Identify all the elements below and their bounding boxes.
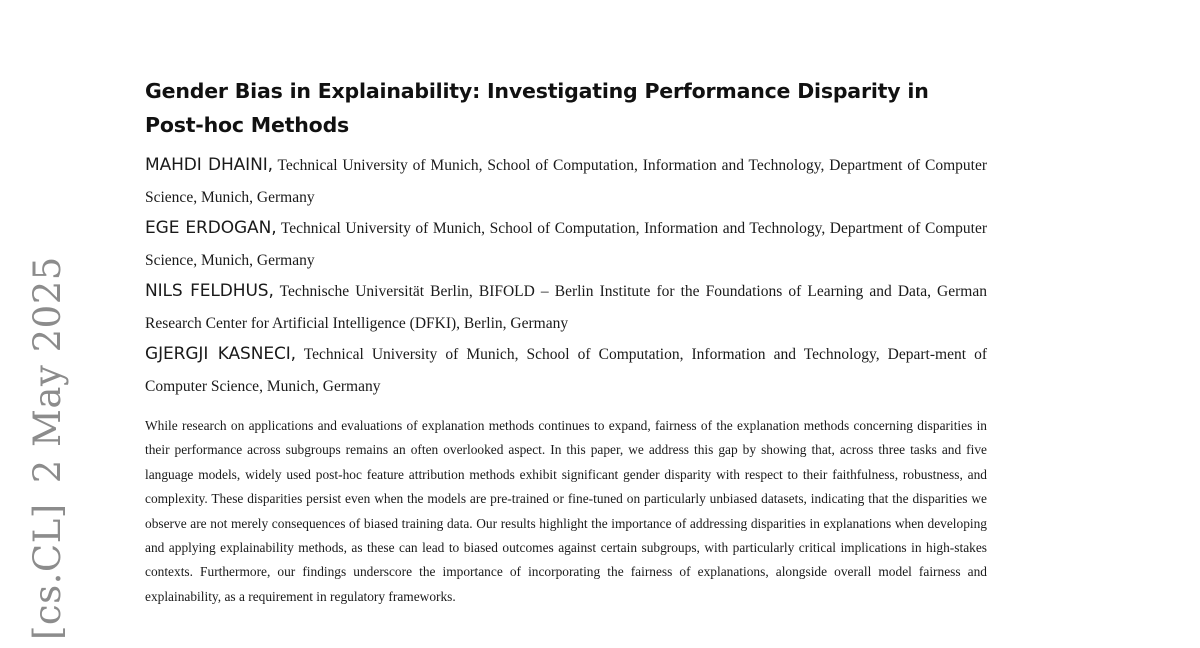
author-name: EGE ERDOGAN, <box>145 218 277 238</box>
arxiv-date: 2 May 2025 <box>26 256 69 484</box>
author-affiliation: Technical University of Munich, School of Computation, Information and Technology, Depart-ment of Computer Science, Munich, Germany <box>145 346 987 395</box>
author-affiliation: Technische Universität Berlin, BIFOLD – Berlin Institute for the Foundations of Learning and Data, German Research Center for Artificial Intelligence (DFKI), Berlin, Germany <box>145 283 987 332</box>
abstract: While research on applications and evaluations of explanation methods continues to expand, fairness of the explanation methods concerning disparities in their performance across subgroups remains an often overlooked aspect. In this paper, we address this gap by showing that, across three tasks and five language models, widely used post-hoc feature attribution methods exhibit significant gender disparity with respect to their faithfulness, robustness, and complexity. These disparities persist even when the models are pre-trained or fine-tuned on particularly unbiased datasets, indicating that the disparities we observe are not merely consequences of biased training data. Our results highlight the importance of addressing disparities in explanations when developing and applying explainability methods, as these can lead to biased outcomes against certain subgroups, with particularly critical implications in high-stakes contexts. Furthermore, our findings underscore the importance of incorporating the fairness of explanations, alongside overall model fairness and explainability, as a requirement in regulatory frameworks. <box>145 418 987 604</box>
author-entry <box>145 276 987 339</box>
paper-title: Gender Bias in Explainability: Investigating Performance Disparity in Post-hoc Methods <box>145 79 929 137</box>
arxiv-side-stamp <box>28 256 68 640</box>
author-entry <box>145 213 987 276</box>
author-name: NILS FELDHUS, <box>145 281 274 301</box>
author-entry <box>145 150 987 213</box>
author-affiliation: Technical University of Munich, School of Computation, Information and Technology, Department of Computer Science, Munich, Germany <box>145 220 987 269</box>
author-name: GJERGJI KASNECI, <box>145 344 296 364</box>
arxiv-category: [cs.CL] <box>26 503 69 640</box>
author-name: MAHDI DHAINI, <box>145 155 273 175</box>
author-affiliation: Technical University of Munich, School of Computation, Information and Technology, Department of Computer Science, Munich, Germany <box>145 157 987 206</box>
author-entry <box>145 339 987 402</box>
paper-front-matter <box>145 74 987 609</box>
